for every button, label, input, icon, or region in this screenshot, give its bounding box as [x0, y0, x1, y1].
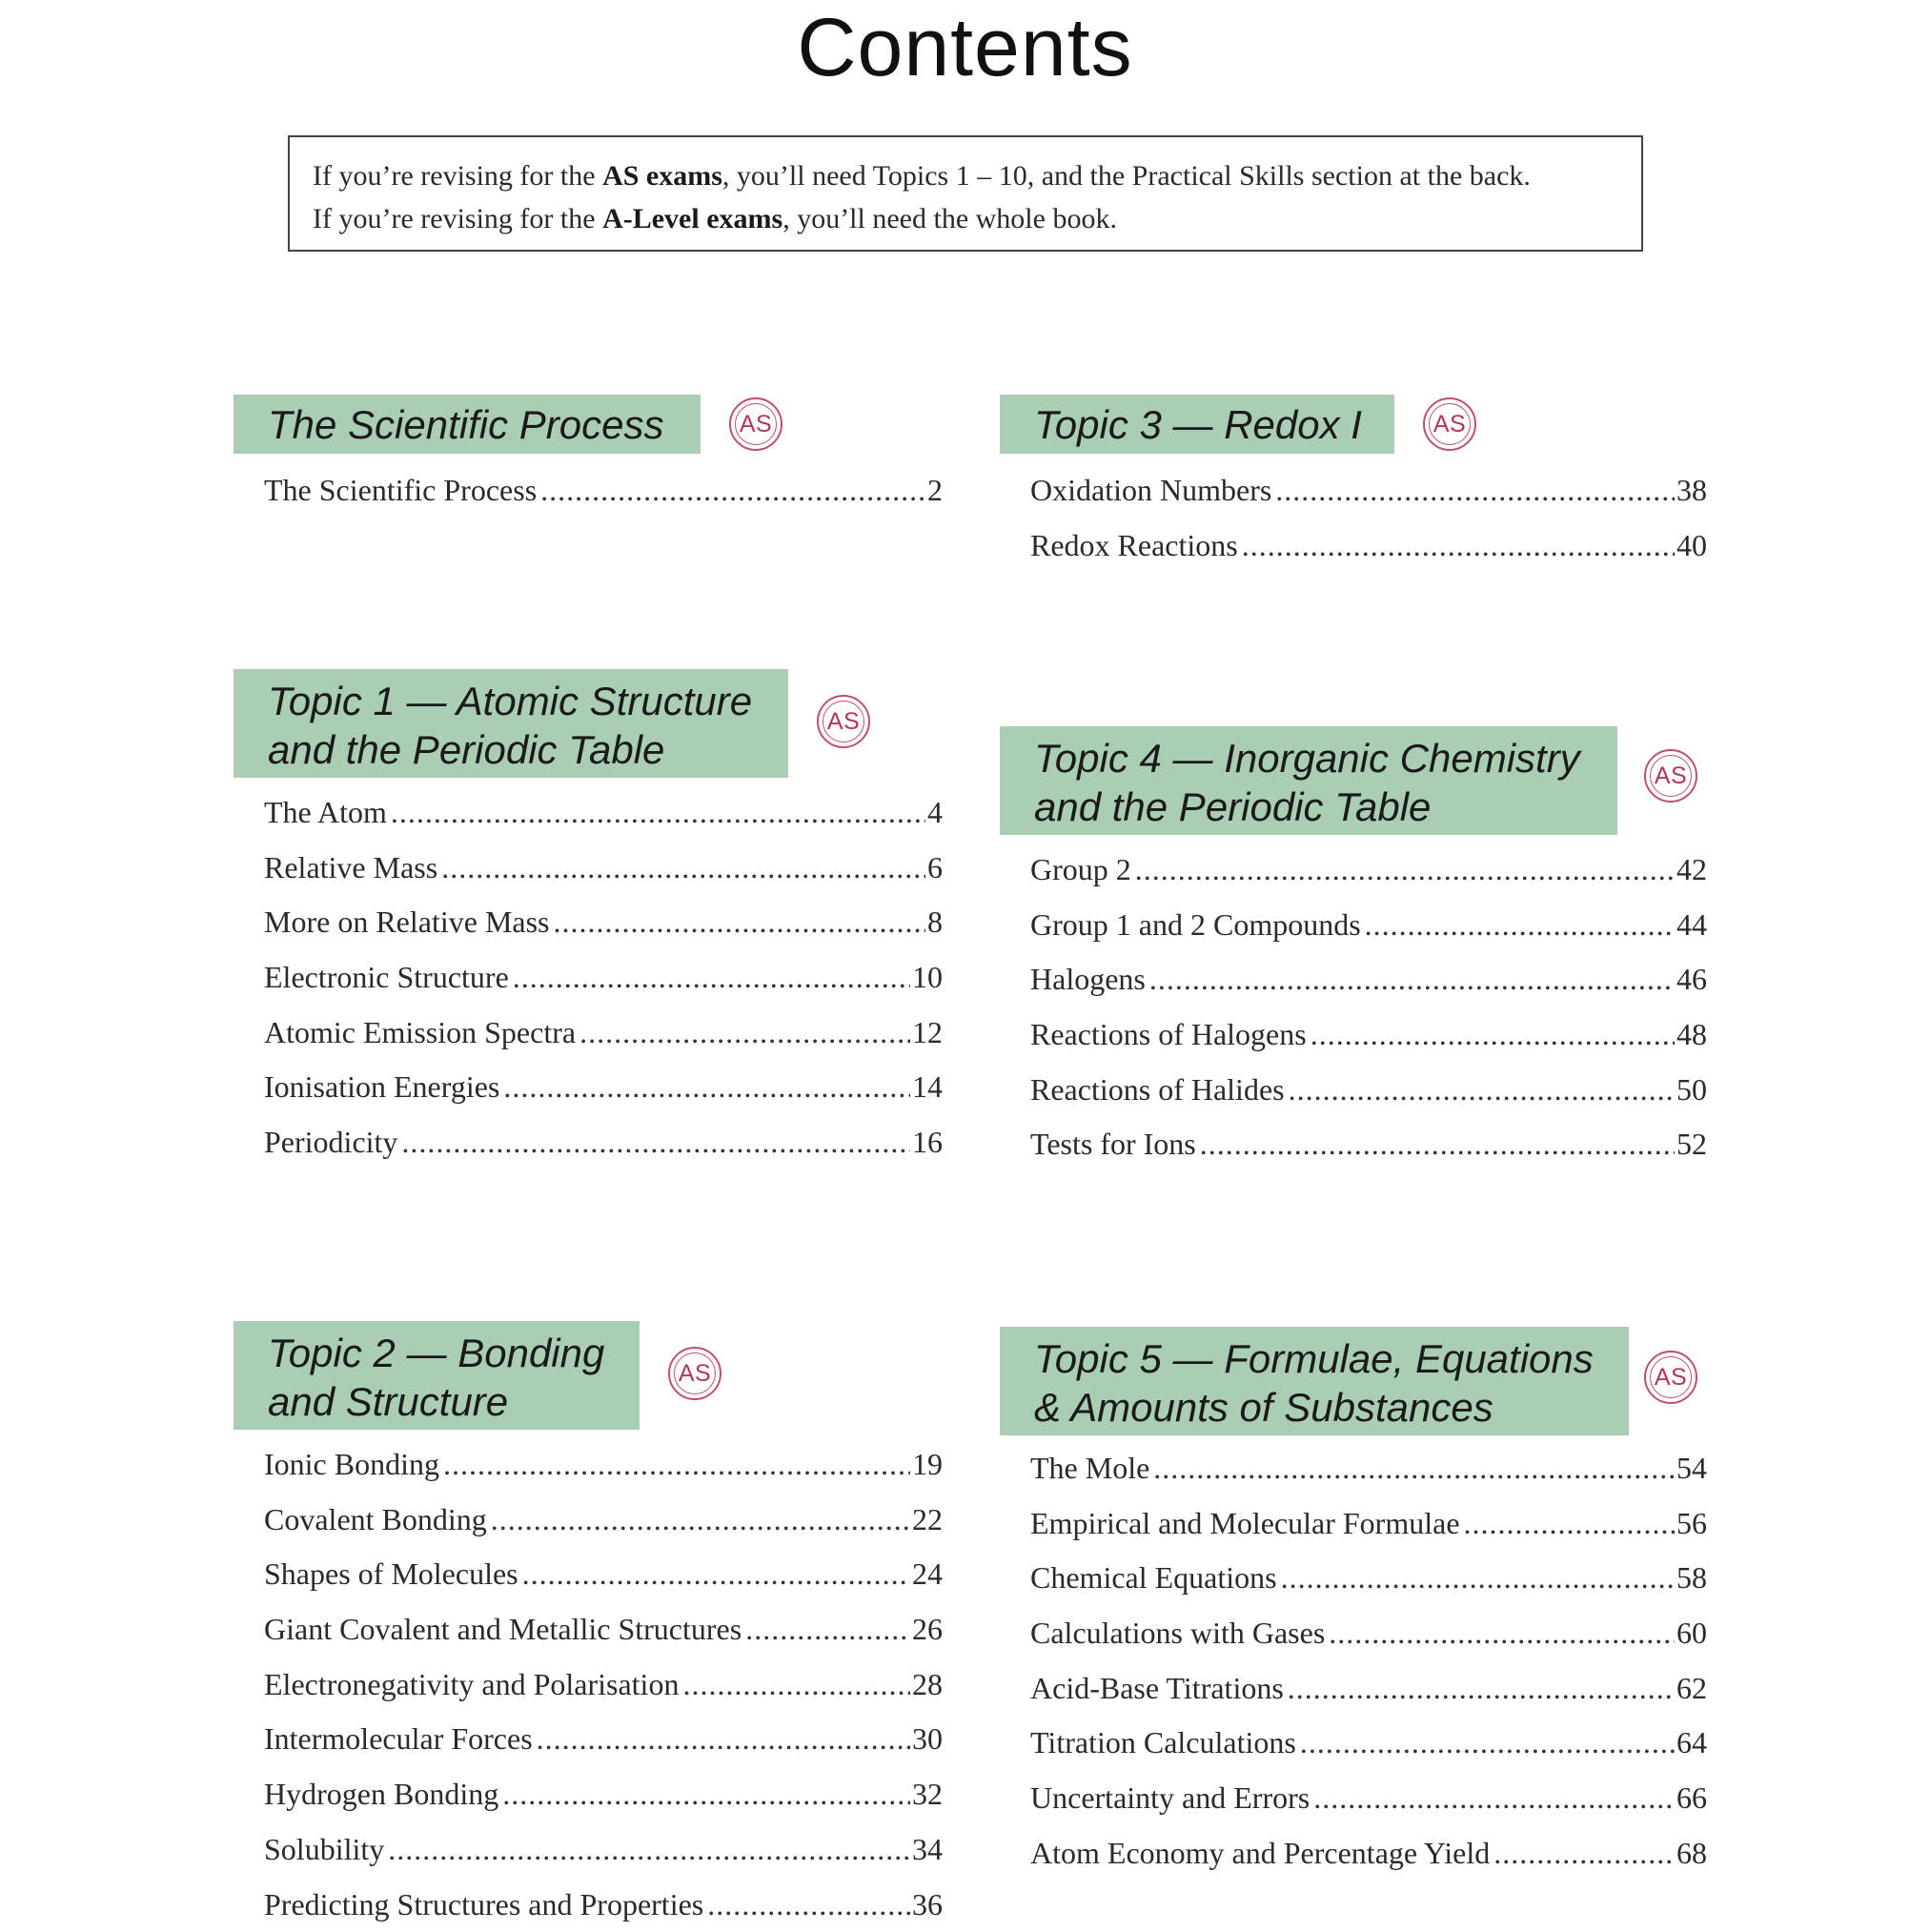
toc-entry-title: Relative Mass	[264, 841, 437, 896]
dot-leader	[745, 1602, 910, 1657]
as-exams-label: AS exams	[602, 160, 722, 192]
toc-entry[interactable]	[234, 1493, 943, 1548]
toc-entry[interactable]	[1000, 1826, 1707, 1881]
toc-entry[interactable]	[1000, 1771, 1707, 1826]
toc-entry-page-number: 58	[1676, 1551, 1707, 1606]
toc-entry-page-number: 19	[912, 1437, 943, 1493]
dot-leader	[579, 1006, 910, 1061]
toc-entry[interactable]	[234, 1767, 943, 1822]
dot-leader	[1149, 952, 1675, 1007]
dot-leader	[707, 1878, 910, 1932]
dot-leader	[441, 841, 925, 896]
notice-line-as: If you’re revising for the AS exams, you’ll need Topics 1 – 10, and the Practical Skills section at the back.	[313, 154, 1618, 197]
dot-leader	[554, 895, 926, 950]
dot-leader	[513, 950, 910, 1006]
toc-entry-title: Acid-Base Titrations	[1030, 1661, 1284, 1717]
toc-list-topic-3	[1000, 463, 1707, 573]
dot-leader	[503, 1060, 910, 1115]
toc-entry-page-number: 48	[1676, 1007, 1707, 1063]
dot-leader	[1329, 1606, 1675, 1661]
toc-entry[interactable]	[1000, 1661, 1707, 1717]
toc-entry[interactable]	[234, 1602, 943, 1657]
dot-leader	[522, 1547, 910, 1602]
toc-entry-page-number: 30	[912, 1712, 943, 1767]
exam-notice	[288, 135, 1643, 252]
toc-entry-title: Reactions of Halogens	[1030, 1007, 1307, 1063]
toc-entry-page-number: 52	[1676, 1117, 1707, 1172]
toc-entry-title: Covalent Bonding	[264, 1493, 487, 1548]
toc-entry[interactable]	[234, 895, 943, 950]
as-badge-icon: AS	[1644, 1351, 1697, 1404]
toc-entry[interactable]	[1000, 1007, 1707, 1063]
toc-entry-title: Periodicity	[264, 1115, 397, 1170]
toc-list-topic-5	[1000, 1441, 1707, 1881]
dot-leader	[1135, 843, 1675, 898]
toc-entry[interactable]	[1000, 463, 1707, 519]
toc-entry-title: Ionisation Energies	[264, 1060, 499, 1115]
dot-leader	[540, 463, 925, 519]
toc-entry-page-number: 8	[927, 895, 943, 950]
toc-entry-page-number: 26	[912, 1602, 943, 1657]
dot-leader	[1313, 1771, 1675, 1826]
toc-entry-title: Halogens	[1030, 952, 1146, 1007]
toc-entry-title: Reactions of Halides	[1030, 1063, 1285, 1118]
dot-leader	[682, 1657, 910, 1713]
toc-entry-page-number: 6	[927, 841, 943, 896]
toc-entry[interactable]	[234, 841, 943, 896]
toc-entry-title: Atom Economy and Percentage Yield	[1030, 1826, 1490, 1881]
page-title: Contents	[0, 0, 1930, 95]
notice-line-alevel: If you’re revising for the A-Level exams, you’ll need the whole book.	[313, 197, 1618, 240]
as-badge-icon: AS	[1644, 749, 1697, 803]
toc-entry-page-number: 44	[1676, 898, 1707, 953]
dot-leader	[1464, 1496, 1675, 1552]
toc-entry-title: Redox Reactions	[1030, 519, 1238, 574]
toc-entry-title: Solubility	[264, 1822, 384, 1878]
section-topic-2	[234, 1321, 943, 1932]
toc-entry-title: Ionic Bonding	[264, 1437, 439, 1493]
section-topic-3	[1000, 395, 1707, 573]
toc-entry-page-number: 14	[912, 1060, 943, 1115]
section-topic-4	[1000, 726, 1707, 1172]
toc-entry[interactable]	[1000, 1716, 1707, 1771]
toc-entry[interactable]	[1000, 1606, 1707, 1661]
section-header-topic-4: Topic 4 — Inorganic Chemistry and the Periodic Table	[1000, 726, 1617, 835]
toc-entry-title: Intermolecular Forces	[264, 1712, 533, 1767]
section-header-scientific-process: The Scientific Process	[234, 395, 701, 454]
dot-leader	[1300, 1716, 1675, 1771]
toc-entry[interactable]	[1000, 1551, 1707, 1606]
toc-entry-page-number: 50	[1676, 1063, 1707, 1118]
toc-entry[interactable]	[1000, 1441, 1707, 1496]
toc-entry-page-number: 64	[1676, 1716, 1707, 1771]
section-header-topic-2: Topic 2 — Bonding and Structure	[234, 1321, 640, 1430]
toc-entry-title: The Scientific Process	[264, 463, 537, 519]
toc-list-topic-4	[1000, 843, 1707, 1172]
toc-entry[interactable]	[234, 1657, 943, 1713]
toc-entry-page-number: 22	[912, 1493, 943, 1548]
toc-entry-page-number: 56	[1676, 1496, 1707, 1552]
toc-entry-page-number: 46	[1676, 952, 1707, 1007]
dot-leader	[502, 1767, 910, 1822]
toc-list-topic-2	[234, 1437, 943, 1932]
toc-entry-page-number: 2	[927, 463, 943, 519]
toc-entry-title: Empirical and Molecular Formulae	[1030, 1496, 1460, 1552]
toc-entry-title: Electronic Structure	[264, 950, 509, 1006]
toc-entry-page-number: 34	[912, 1822, 943, 1878]
as-badge-icon: AS	[668, 1347, 721, 1400]
toc-entry[interactable]	[234, 1006, 943, 1061]
toc-entry[interactable]	[234, 785, 943, 841]
toc-entry-page-number: 36	[912, 1878, 943, 1932]
toc-entry-page-number: 62	[1676, 1661, 1707, 1717]
toc-entry[interactable]	[1000, 952, 1707, 1007]
toc-entry-page-number: 68	[1676, 1826, 1707, 1881]
toc-entry[interactable]	[1000, 519, 1707, 574]
section-scientific-process	[234, 395, 943, 519]
toc-entry-page-number: 32	[912, 1767, 943, 1822]
dot-leader	[388, 1822, 910, 1878]
toc-entry-title: Electronegativity and Polarisation	[264, 1657, 679, 1713]
toc-entry[interactable]	[1000, 898, 1707, 953]
toc-entry-page-number: 24	[912, 1547, 943, 1602]
toc-entry-title: Group 1 and 2 Compounds	[1030, 898, 1361, 953]
toc-entry[interactable]	[234, 1878, 943, 1932]
dot-leader	[401, 1115, 910, 1170]
toc-entry-title: Group 2	[1030, 843, 1131, 898]
dot-leader	[537, 1712, 910, 1767]
dot-leader	[1288, 1661, 1675, 1717]
toc-entry-page-number: 42	[1676, 843, 1707, 898]
a-level-exams-label: A-Level exams	[602, 203, 782, 234]
toc-entry[interactable]	[234, 1115, 943, 1170]
toc-entry-page-number: 66	[1676, 1771, 1707, 1826]
toc-entry-title: Oxidation Numbers	[1030, 463, 1271, 519]
dot-leader	[1493, 1826, 1675, 1881]
dot-leader	[1281, 1551, 1675, 1606]
toc-entry-page-number: 10	[912, 950, 943, 1006]
toc-entry-page-number: 60	[1676, 1606, 1707, 1661]
section-header-topic-5: Topic 5 — Formulae, Equations & Amounts of Substances	[1000, 1327, 1629, 1435]
toc-entry[interactable]	[1000, 1063, 1707, 1118]
dot-leader	[1153, 1441, 1675, 1496]
toc-entry-title: Predicting Structures and Properties	[264, 1878, 703, 1932]
toc-entry-title: Calculations with Gases	[1030, 1606, 1325, 1661]
as-badge-icon: AS	[729, 397, 782, 451]
toc-entry[interactable]	[234, 950, 943, 1006]
toc-entry-title: Hydrogen Bonding	[264, 1767, 498, 1822]
toc-entry-title: Tests for Ions	[1030, 1117, 1196, 1172]
toc-entry-page-number: 38	[1676, 463, 1707, 519]
toc-entry-page-number: 16	[912, 1115, 943, 1170]
as-badge-icon: AS	[1423, 397, 1476, 451]
toc-entry-title: The Atom	[264, 785, 387, 841]
dot-leader	[1200, 1117, 1675, 1172]
toc-entry-page-number: 4	[927, 785, 943, 841]
dot-leader	[391, 785, 925, 841]
toc-entry[interactable]	[1000, 843, 1707, 898]
toc-list-topic-1	[234, 785, 943, 1170]
toc-entry-title: Atomic Emission Spectra	[264, 1006, 576, 1061]
toc-entry[interactable]	[234, 1060, 943, 1115]
as-badge-icon: AS	[817, 695, 870, 748]
toc-entry[interactable]	[1000, 1496, 1707, 1552]
toc-list-scientific-process	[234, 463, 943, 519]
toc-entry-title: Giant Covalent and Metallic Structures	[264, 1602, 742, 1657]
dot-leader	[1365, 898, 1675, 953]
toc-entry[interactable]	[234, 1712, 943, 1767]
toc-entry[interactable]	[234, 1437, 943, 1493]
toc-entry-title: Shapes of Molecules	[264, 1547, 518, 1602]
toc-entry-page-number: 40	[1676, 519, 1707, 574]
dot-leader	[491, 1493, 910, 1548]
section-header-topic-1: Topic 1 — Atomic Structure and the Periodic Table	[234, 669, 788, 778]
dot-leader	[1242, 519, 1675, 574]
dot-leader	[1289, 1063, 1675, 1118]
toc-entry-title: Uncertainty and Errors	[1030, 1771, 1310, 1826]
toc-entry[interactable]	[234, 463, 943, 519]
toc-entry[interactable]	[1000, 1117, 1707, 1172]
dot-leader	[443, 1437, 910, 1493]
toc-entry[interactable]	[234, 1547, 943, 1602]
dot-leader	[1275, 463, 1675, 519]
toc-entry[interactable]	[234, 1822, 943, 1878]
section-header-topic-3: Topic 3 — Redox I	[1000, 395, 1394, 454]
toc-entry-title: Titration Calculations	[1030, 1716, 1296, 1771]
toc-entry-title: Chemical Equations	[1030, 1551, 1277, 1606]
section-topic-1	[234, 669, 943, 1170]
section-topic-5	[1000, 1327, 1707, 1881]
dot-leader	[1310, 1007, 1675, 1063]
toc-entry-page-number: 28	[912, 1657, 943, 1713]
toc-entry-page-number: 54	[1676, 1441, 1707, 1496]
toc-entry-title: More on Relative Mass	[264, 895, 550, 950]
toc-entry-page-number: 12	[912, 1006, 943, 1061]
toc-entry-title: The Mole	[1030, 1441, 1149, 1496]
